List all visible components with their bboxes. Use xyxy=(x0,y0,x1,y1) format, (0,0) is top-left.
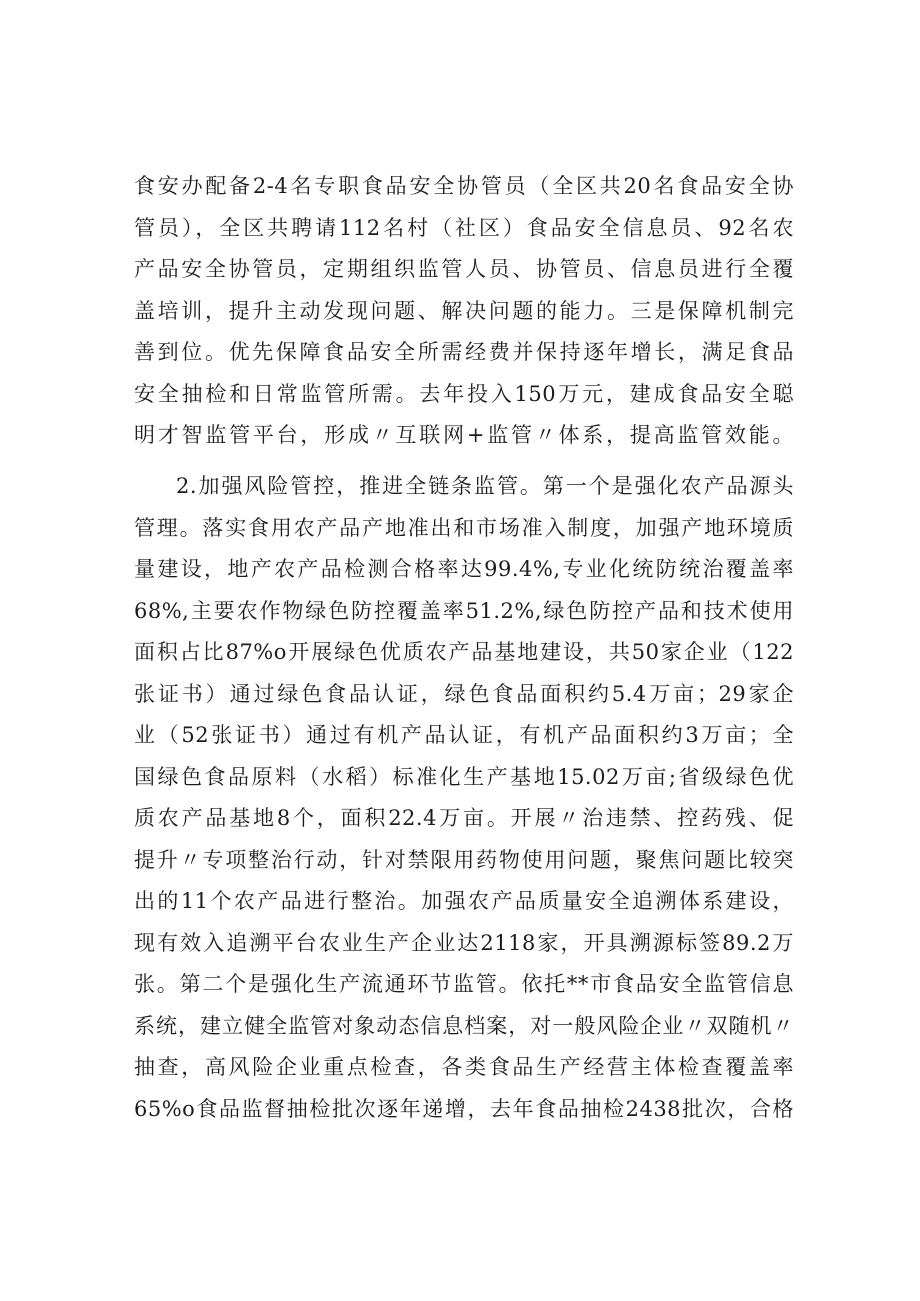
text-line: 68%,主要农作物绿色防控覆盖率51.2%,绿色防控产品和技术使用 xyxy=(134,598,794,623)
text-line: 张证书）通过绿色食品认证，绿色食品面积约5.4万亩；29家企 xyxy=(134,681,794,706)
text-line: 业（52张证书）通过有机产品认证，有机产品面积约3万亩；全 xyxy=(134,723,794,747)
text-line: 盖培训，提升主动发现问题、解决问题的能力。三是保障机制完 xyxy=(134,298,794,323)
text-line: 提升〃专项整治行动，针对禁限用药物使用问题，聚焦问题比较突 xyxy=(134,847,794,872)
text-line: 抽查，高风险企业重点检查，各类食品生产经营主体检查覆盖率 xyxy=(134,1055,794,1079)
paragraph-2 xyxy=(134,466,794,1130)
text-line: 面积占比87%o开展绿色优质农产品基地建设，共50家企业（122 xyxy=(134,640,794,664)
text-line: 系统，建立健全监管对象动态信息档案，对一般风险企业〃双随机〃 xyxy=(134,1013,794,1038)
text-line: 管理。落实食用农产品产地准出和市场准入制度，加强产地环境质 xyxy=(134,515,794,540)
text-line: 明才智监管平台，形成〃互联网+监管〃体系，提高监管效能。 xyxy=(134,423,794,447)
text-line: 质农产品基地8个，面积22.4万亩。开展〃治违禁、控药残、促 xyxy=(134,806,794,830)
text-line: 安全抽检和日常监管所需。去年投入150万元，建成食品安全聪 xyxy=(134,381,794,406)
text-line: 产品安全协管员，定期组织监管人员、协管员、信息员进行全覆 xyxy=(134,257,794,281)
text-line: 张。第二个是强化生产流通环节监管。依托**市食品安全监管信息 xyxy=(134,972,794,996)
text-line: 量建设，地产农产品检测合格率达99.4%,专业化统防统治覆盖率 xyxy=(134,557,794,581)
text-line: 出的11个农产品进行整治。加强农产品质量安全追溯体系建设， xyxy=(134,889,794,913)
text-line: 善到位。优先保障食品安全所需经费并保持逐年增长，满足食品 xyxy=(134,340,794,364)
text-line: 现有效入追溯平台农业生产企业达2118家，开具溯源标签89.2万 xyxy=(134,930,794,955)
text-line: 2.加强风险管控，推进全链条监管。第一个是强化农产品源头 xyxy=(176,474,794,498)
paragraph-1 xyxy=(134,166,794,457)
text-line: 食安办配备2-4名专职食品安全协管员（全区共20名食品安全协 xyxy=(134,174,794,198)
text-line: 65%o食品监督抽检批次逐年递增，去年食品抽检2438批次，合格 xyxy=(134,1096,794,1121)
text-line: 管员），全区共聘请112名村（社区）食品安全信息员、92名农 xyxy=(134,215,794,240)
text-line: 国绿色食品原料（水稻）标准化生产基地15.02万亩;省级绿色优 xyxy=(134,764,794,789)
